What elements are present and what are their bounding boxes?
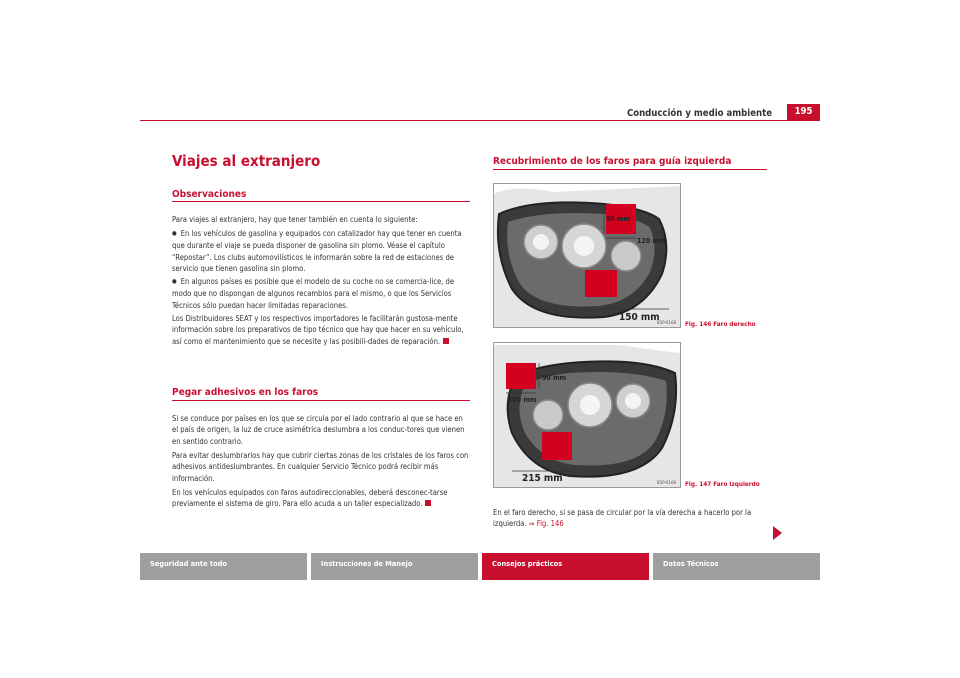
bullet-gasoline: ● En los vehículos de gasolina y equipados con catalizador hay que tener en cuenta que durante el viaje se pueda disponer de gasolina sin plomo. Véase el capítulo “Repostar”. Los clubs automovilísticos le informarán sobre la red de estaciones de servicio que tienen gasolina sin plomo. — [172, 228, 470, 275]
figure-reference-link[interactable]: ⇒ Fig. 146 — [528, 519, 564, 529]
dimension-label: 150 mm — [619, 312, 660, 323]
paragraph-stickers: Para evitar deslumbrarlos hay que cubrir ciertas zonas de los cristales de los faros con adhesivos antideslumbrantes. En cualquier Servicio Técnico podrá recibir más información. — [172, 451, 469, 483]
dimension-label: 90 mm — [606, 215, 631, 223]
figure-code: B5P-0169 — [657, 481, 676, 486]
sticker-mark — [585, 270, 617, 297]
section-rule — [172, 201, 470, 202]
running-header: Conducción y medio ambiente — [626, 108, 772, 119]
footer-tab-datos[interactable]: Datos Técnicos — [653, 553, 820, 580]
footer-tab-instrucciones[interactable]: Instrucciones de Manejo — [311, 553, 478, 580]
figure-146-caption: Fig. 146 Faro derecho — [685, 320, 756, 328]
dimension-label: 100 mm — [508, 396, 537, 404]
figure-code: B5P-0168 — [657, 321, 676, 326]
section-rule — [172, 400, 470, 401]
end-mark-icon — [443, 338, 449, 344]
footer-tab-consejos[interactable]: Consejos prácticos — [482, 553, 649, 580]
right-body-paragraph: En el faro derecho, si se pasa de circular por la vía derecha a hacerlo por la izquierda. ⇒ Fig. 146 — [493, 508, 752, 529]
bullet-spare-parts: ● En algunos países es posible que el modelo de su coche no se comercia-lice, de modo que no dispongan de algunos recambios para el mismo, o que los Servicios Técnicos sólo puedan hacer limitadas reparaciones. — [172, 276, 470, 311]
figure-147-caption: Fig. 147 Faro izquierdo — [685, 480, 760, 488]
sticker-mark — [542, 432, 572, 460]
dealer-paragraph: Los Distribuidores SEAT y los respectivos importadores le facilitarán gustosa-mente información sobre los preparativos de tipo técnico que hay que hacer en su vehículo, así como el mantenimiento que se necesite y las posibili-dades de reparación. — [172, 314, 464, 346]
headlight-illustration — [494, 184, 680, 327]
dimension-label: 90 mm — [542, 374, 567, 382]
dimension-label: 215 mm — [522, 473, 563, 484]
intro-paragraph: Para viajes al extranjero, hay que tener también en cuenta lo siguiente: — [172, 215, 418, 224]
main-title: Viajes al extranjero — [172, 152, 321, 170]
header-rule — [140, 120, 820, 121]
right-section-title: Recubrimiento de los faros para guía izquierda — [493, 156, 732, 167]
paragraph-adaptive-lights: En los vehículos equipados con faros autodireccionables, deberá desconec-tarse previamente el sistema de giro. Para ello acuda a un taller especializado. — [172, 488, 448, 509]
section-title-observaciones: Observaciones — [172, 189, 247, 200]
footer-tab-seguridad[interactable]: Seguridad ante todo — [140, 553, 307, 580]
next-page-arrow-icon[interactable] — [773, 526, 782, 540]
section-title-adhesivos: Pegar adhesivos en los faros — [172, 387, 319, 398]
figure-147-headlight-left — [493, 342, 681, 488]
figure-146-headlight-right — [493, 183, 681, 328]
paragraph-glare: Si se conduce por países en los que se circula por el lado contrario al que se hace en el país de origen, la luz de cruce asimétrica deslumbra a los conduc-tores que vienen en sentido contrario. — [172, 414, 465, 446]
end-mark-icon — [425, 500, 431, 506]
headlight-illustration — [494, 343, 680, 487]
sticker-template — [506, 363, 536, 389]
section-rule — [493, 169, 767, 170]
dimension-label: 120 mm — [637, 237, 666, 245]
page-number: 195 — [787, 104, 820, 120]
